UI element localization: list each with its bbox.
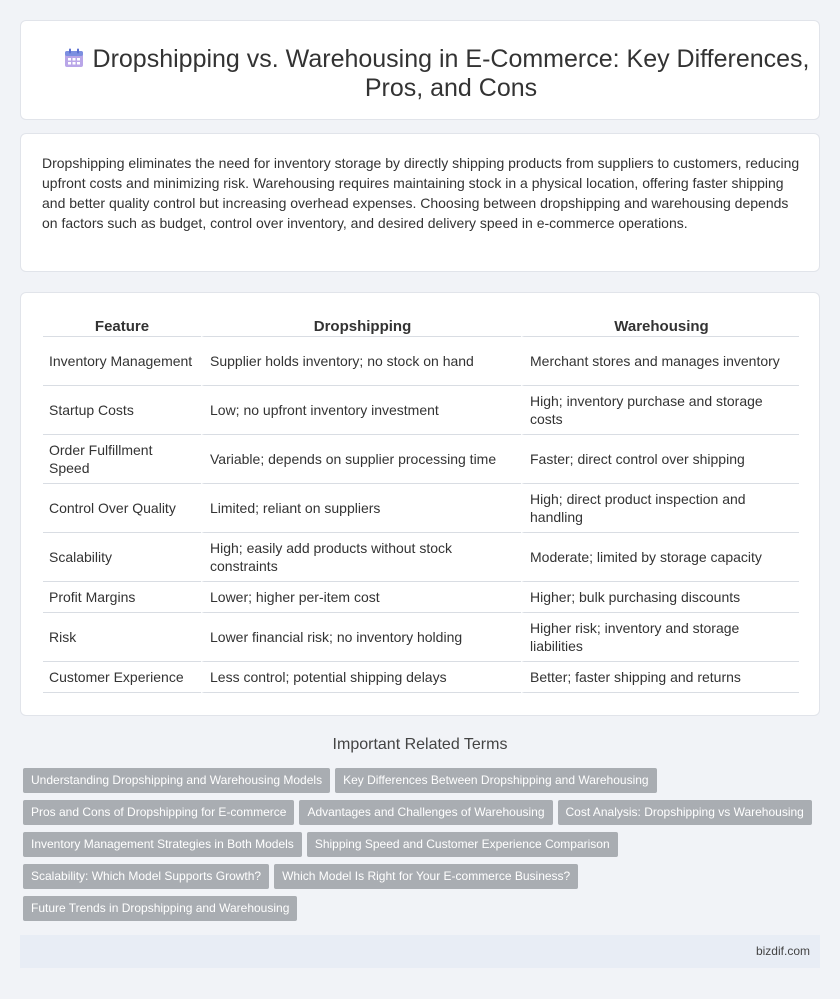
feature-cell: Customer Experience (43, 662, 201, 693)
table-row (43, 582, 799, 613)
warehousing-cell: High; direct product inspection and handling (521, 484, 799, 533)
intro-paragraph: Dropshipping eliminates the need for inventory storage by directly shipping products from suppliers to customers, reducing upfront costs and minimizing risk. Warehousing requires maintaining stock in a physical location, offering faster shipping and better quality control but increasing overhead expenses. Choosing between dropshipping and warehousing depends on factors such as budget, control over inventory, and desired delivery speed in e-commerce operations. (42, 155, 800, 231)
dropshipping-cell: Less control; potential shipping delays (201, 662, 521, 693)
footer (20, 935, 820, 968)
warehousing-cell: Higher; bulk purchasing discounts (521, 582, 799, 613)
table-row (43, 613, 799, 662)
related-term-link[interactable]: Pros and Cons of Dropshipping for E-commerce (23, 800, 294, 825)
dropshipping-cell: High; easily add products without stock constraints (201, 533, 521, 582)
related-term-link[interactable]: Which Model Is Right for Your E-commerce Business? (274, 864, 578, 889)
related-term-link[interactable]: Shipping Speed and Customer Experience Comparison (307, 832, 618, 857)
related-term-link[interactable]: Scalability: Which Model Supports Growth? (23, 864, 269, 889)
dropshipping-cell: Limited; reliant on suppliers (201, 484, 521, 533)
dropshipping-cell: Lower financial risk; no inventory holding (201, 613, 521, 662)
table-row (43, 435, 799, 484)
dropshipping-cell: Supplier holds inventory; no stock on hand (201, 337, 521, 386)
related-term-link[interactable]: Inventory Management Strategies in Both Models (23, 832, 302, 857)
feature-cell: Control Over Quality (43, 484, 201, 533)
related-term-link[interactable]: Future Trends in Dropshipping and Warehousing (23, 896, 297, 921)
header-dropshipping: Dropshipping (201, 315, 521, 337)
dropshipping-cell: Lower; higher per-item cost (201, 582, 521, 613)
header-warehousing: Warehousing (521, 315, 799, 337)
table-row (43, 484, 799, 533)
warehousing-cell: Merchant stores and manages inventory (521, 337, 799, 386)
footer-site-name[interactable]: bizdif.com (755, 944, 810, 958)
header-card (20, 20, 820, 120)
feature-cell: Order Fulfillment Speed (43, 435, 201, 484)
comparison-card (20, 292, 820, 716)
feature-cell: Risk (43, 613, 201, 662)
feature-cell: Scalability (43, 533, 201, 582)
warehousing-cell: Moderate; limited by storage capacity (521, 533, 799, 582)
related-terms-title: Important Related Terms (332, 736, 508, 753)
calendar-icon (63, 47, 85, 69)
table-header-row (43, 315, 799, 337)
related-terms-list (23, 768, 823, 928)
table-row (43, 386, 799, 435)
intro-card (20, 133, 820, 272)
comparison-table (43, 315, 799, 693)
feature-cell: Profit Margins (43, 582, 201, 613)
related-term-link[interactable]: Understanding Dropshipping and Warehousing Models (23, 768, 330, 793)
related-term-link[interactable]: Key Differences Between Dropshipping and Warehousing (335, 768, 657, 793)
table-row (43, 662, 799, 693)
warehousing-cell: Higher risk; inventory and storage liabilities (521, 613, 799, 662)
warehousing-cell: High; inventory purchase and storage costs (521, 386, 799, 435)
dropshipping-cell: Low; no upfront inventory investment (201, 386, 521, 435)
warehousing-cell: Better; faster shipping and returns (521, 662, 799, 693)
page-title: Dropshipping vs. Warehousing in E-Commerce: Key Differences, Pros, and Cons (92, 45, 810, 102)
table-row (43, 337, 799, 386)
warehousing-cell: Faster; direct control over shipping (521, 435, 799, 484)
feature-cell: Inventory Management (43, 337, 201, 386)
related-term-link[interactable]: Advantages and Challenges of Warehousing (299, 800, 552, 825)
feature-cell: Startup Costs (43, 386, 201, 435)
header-feature: Feature (43, 315, 201, 337)
table-row (43, 533, 799, 582)
related-term-link[interactable]: Cost Analysis: Dropshipping vs Warehousing (558, 800, 812, 825)
dropshipping-cell: Variable; depends on supplier processing time (201, 435, 521, 484)
